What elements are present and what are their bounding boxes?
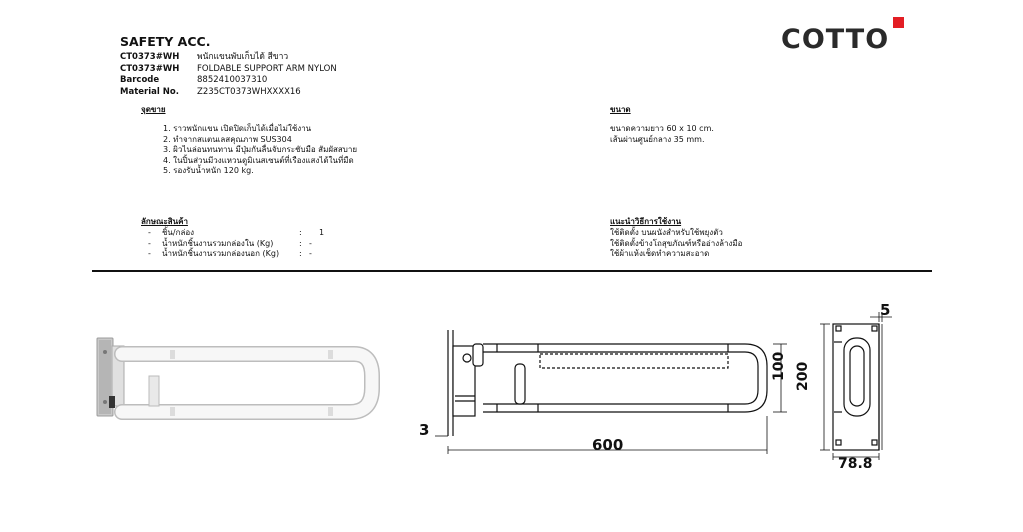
row-colon: :: [299, 228, 302, 237]
list-item: ขนาดความยาว 60 x 10 cm.: [610, 124, 714, 133]
info-key: Material No.: [120, 86, 179, 97]
usage-heading: แนะนำวิธีการใช้งาน: [610, 217, 682, 226]
features-heading: ลักษณะสินค้า: [141, 217, 188, 226]
info-key: Barcode: [120, 75, 160, 85]
list-item: 5. รองรับน้ำหนัก 120 kg.: [163, 166, 254, 175]
info-key: CT0373#WH: [120, 52, 180, 62]
size-heading: ขนาด: [610, 105, 631, 114]
dim-5-label: 5: [880, 301, 891, 319]
list-item: 1. ราวพนักแขน เปิดปิดเก็บได้เมื่อไม่ใช้งาน: [163, 124, 312, 133]
table-row: [148, 228, 324, 239]
list-item: เส้นผ่านศูนย์กลาง 35 mm.: [610, 134, 705, 144]
usage-list: [610, 228, 742, 260]
info-value: 8852410037310: [197, 75, 268, 85]
dim-length-label: 600: [592, 436, 624, 454]
product-info: [120, 52, 337, 98]
selling-points-list: [163, 124, 357, 177]
list-item: 2. ทำจากสแตนเลสคุณภาพ SUS304: [163, 134, 292, 144]
table-row: [148, 249, 324, 260]
list-item: 4. ในปิ้นส่วนมีวงแหวนดูมิเนสเซนต์ที่เรืองแสงได้ในที่มืด: [163, 155, 354, 165]
list-item: ใช้ติดตั้ง บนผนังสำหรับใช้พยุงตัว: [610, 228, 723, 237]
row-bullet: -: [148, 228, 151, 237]
dim-3-label: 3: [419, 421, 430, 439]
row-bullet: -: [148, 238, 151, 248]
table-row: [148, 239, 324, 250]
row-label: น้ำหนักชิ้นงานรวมกล่องนอก (Kg): [162, 249, 280, 258]
row-label: ชิ้น/กล่อง: [162, 228, 195, 237]
list-item: ใช้ผ้าแห้งเช็ดทำความสะอาด: [610, 249, 710, 258]
row-value: 1: [319, 228, 325, 237]
section-divider: [92, 270, 932, 272]
features-table: [148, 228, 324, 260]
info-key: CT0373#WH: [120, 63, 180, 74]
info-row: [120, 75, 337, 87]
row-colon: :: [299, 249, 302, 258]
selling-points-heading: จุดขาย: [141, 105, 166, 114]
product-photo: [92, 330, 382, 430]
row-colon: :: [299, 238, 302, 248]
size-list: [610, 124, 714, 145]
logo-red-square-icon: [893, 17, 904, 28]
info-value: พนักแขนพับเก็บได้ สีขาว: [197, 52, 289, 62]
row-label: น้ำหนักชิ้นงานรวมกล่องใน (Kg): [162, 238, 274, 248]
front-view-drawing: [800, 300, 910, 460]
info-row: [120, 64, 337, 76]
dim-width-label: 78.8: [838, 456, 873, 472]
info-row: [120, 52, 337, 64]
info-value: Z235CT0373WHXXXX16: [197, 86, 301, 97]
section-title: SAFETY ACC.: [120, 34, 211, 49]
list-item: ใช้ติดตั้งข้างโถสุขภัณฑ์หรืออ่างล้างมือ: [610, 238, 743, 248]
list-item: 3. ผิวไนล่อนทนทาน มีปุ่มกันลื่นจับกระชับมือ สัมผัสสบาย: [163, 145, 358, 154]
info-row: [120, 87, 337, 99]
row-value: -: [309, 249, 312, 258]
row-bullet: -: [148, 249, 151, 258]
dim-200-label: 200: [795, 361, 811, 391]
dim-100-label: 100: [771, 351, 787, 381]
info-value: FOLDABLE SUPPORT ARM NYLON: [197, 63, 337, 74]
row-value: -: [309, 238, 312, 248]
cotto-logo: COTTO: [781, 24, 890, 55]
